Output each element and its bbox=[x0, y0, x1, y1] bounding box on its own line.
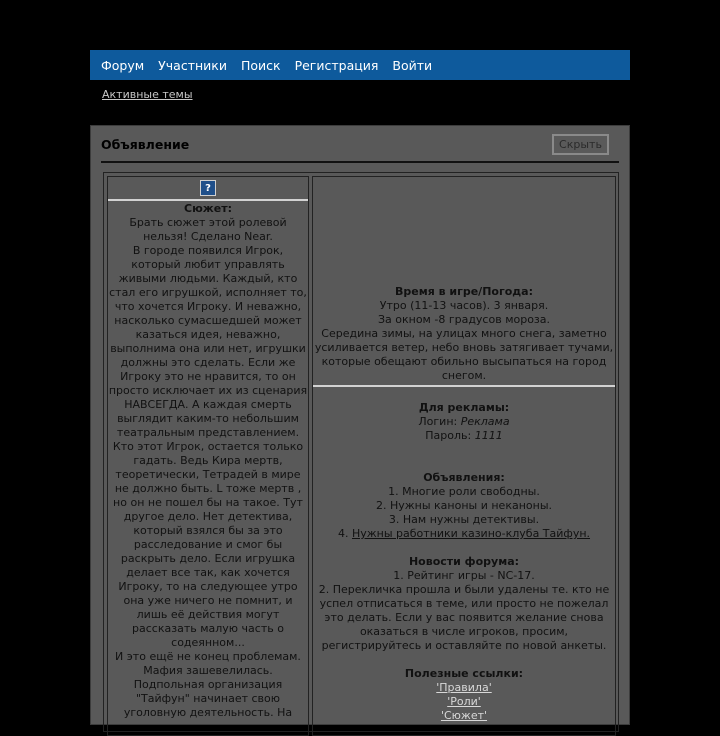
title-divider bbox=[101, 161, 619, 163]
news-item-1: 1. Рейтинг игры - NC-17. bbox=[393, 569, 535, 582]
info-column bbox=[312, 176, 616, 736]
nav-forum[interactable]: Форум bbox=[101, 57, 145, 73]
help-icon[interactable]: ? bbox=[200, 180, 216, 196]
announcement-item-2: 2. Нужны каноны и неканоны. bbox=[375, 499, 553, 512]
announcement-item-4: 4. Нужны работники казино-клуба Тайфун. bbox=[337, 527, 591, 540]
news-heading: Новости форума: bbox=[408, 555, 520, 568]
login-line: Логин: Реклама bbox=[418, 415, 510, 428]
announcement-panel bbox=[90, 125, 630, 725]
time-line-1: Утро (11-13 часов). 3 января. bbox=[379, 299, 549, 312]
hide-button[interactable]: Скрыть bbox=[552, 134, 609, 155]
plot-heading: Сюжет: bbox=[184, 202, 232, 215]
left-divider bbox=[108, 199, 308, 201]
nav-register[interactable]: Регистрация bbox=[294, 57, 379, 73]
announcement-item-3: 3. Нам нужны детективы. bbox=[388, 513, 540, 526]
time-heading: Время в игре/Погода: bbox=[395, 285, 533, 298]
announcement-table bbox=[103, 172, 619, 732]
news-item-2: 2. Перекличка прошла и были удалены те. кто не успел отписаться в теме, или просто не пожелал это делать. Если у вас появится желание снова оказаться в числе игроков, просим, регистрируйтесь и оставляйте по новой анкеты. bbox=[318, 583, 610, 652]
rules-link[interactable]: 'Правила' bbox=[436, 681, 492, 694]
plot-text-2: В городе появился Игрок, который любит управлять живыми людьми. Каждый, кто стал его игрушкой, исполняет то, что хочется Игроку. И неважно, насколько сумасшедшей может казаться идея, неважно, выполнима она или нет, игрушки должны это сделать. Если же Игроку это не нравится, то он просто исключает их из сценария НАВСЕГДА. А каждая смерть выглядит каким-то небольшим театральным представлением. Кто этот Игрок, остается только гадать. Ведь Кира мертв, теоретически, Тетрадей в мире не должно быть. L тоже мертв , но он не пошел бы на такое. Тут другое дело. Нет детектива, который взялся бы за это расследование и смог бы раскрыть дело. Если игрушка делает все так, как хочется Игроку, то на следующее утро она уже ничего не помнит, и лишь её действия могут рассказать малую часть о содеянном... bbox=[108, 244, 308, 649]
announcements-heading: Объявления: bbox=[423, 471, 505, 484]
casino-jobs-link[interactable]: Нужны работники казино-клуба Тайфун. bbox=[351, 527, 591, 540]
nav-login[interactable]: Войти bbox=[392, 57, 433, 73]
active-topics-link[interactable]: Активные темы bbox=[102, 88, 193, 101]
top-navbar bbox=[90, 50, 630, 80]
announcement-title: Объявление bbox=[101, 137, 190, 152]
nav-members[interactable]: Участники bbox=[158, 57, 227, 73]
plot-column bbox=[107, 176, 309, 736]
announcement-item-1: 1. Многие роли свободны. bbox=[388, 485, 540, 498]
plot-text-1: Брать сюжет этой ролевой нельзя! Сделано Near. bbox=[129, 216, 287, 243]
links-heading: Полезные ссылки: bbox=[404, 667, 524, 680]
roles-link[interactable]: 'Роли' bbox=[447, 695, 481, 708]
right-divider bbox=[313, 385, 615, 387]
ads-heading: Для рекламы: bbox=[418, 401, 510, 414]
plot-text-3: И это ещё не конец проблемам. Мафия зашевелилась. Подпольная организация "Тайфун" начинает свою уголовную деятельность. На bbox=[115, 650, 301, 719]
nav-search[interactable]: Поиск bbox=[240, 57, 281, 73]
weather-text: Середина зимы, на улицах много снега, заметно усиливается ветер, небо вновь затягивает тучами, которые обещают обильно высыпаться на город снегом. bbox=[314, 327, 614, 382]
plot-link[interactable]: 'Сюжет' bbox=[440, 709, 488, 722]
password-line: Пароль: 1111 bbox=[425, 429, 503, 442]
time-line-2: За окном -8 градусов мороза. bbox=[377, 313, 551, 326]
